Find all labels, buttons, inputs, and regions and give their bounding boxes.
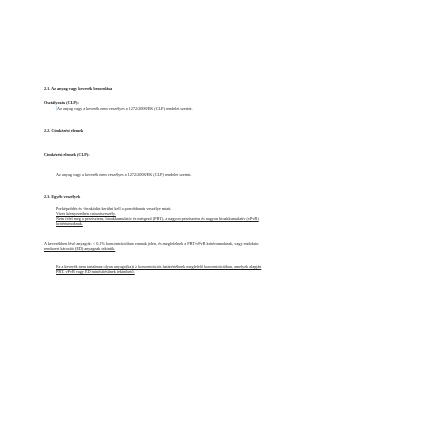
other-hazards-line-3: Nem felel meg a perzisztens, bioakkumulatív és mérgező (PBT), a nagyon perzisztens és nagyon bioakkumulatív (vPvB) (56, 216, 259, 221)
section-2-3-heading: 2.3. Egyéb veszélyek (44, 194, 81, 199)
ed-paragraph-line-1: Ez a keverék nem tartalmaz olyan anyago(ka)t ≥ koncentrációs határértéknek megfelelő koncentrációban, amelyek alapján (56, 264, 262, 269)
classification-text (56, 106, 193, 111)
pbt-paragraph-line-1: A keverékben lévő anyagok: < 0,1% koncentrációban vannak jelen, és megfelelnek a PBT/vPvB kritériumoknak, vagy endokrin (44, 241, 259, 246)
ed-paragraph-line-2: PBT, vPvB vagy ED minősítésűnek tekinthető. (56, 269, 135, 274)
other-hazards-line-2: Vizes környezetben csúszásveszély. (56, 211, 116, 216)
section-2-1-heading: 2.1. Az anyag vagy keverék besorolása (44, 86, 113, 91)
pbt-paragraph-line-2: rendszert károsító (ED) anyagnak tekintik. (44, 246, 116, 251)
classification-text-content: Az anyag vagy a keverék nem veszélyes a 1272/2008/EK (CLP) rendelet szerint. (57, 106, 193, 111)
other-hazards-line-1: Porképződés és -lerakódás kerülni kell a porrobbanás veszélye miatt. (56, 206, 172, 211)
classification-label: Osztályozás (CLP): (44, 100, 79, 105)
label-elements-label: Címkézési elemek (CLP): (44, 152, 90, 157)
section-2-2-heading: 2.2. Címkézési elemek (44, 128, 84, 133)
label-elements-text: Az anyag vagy a keverék nem veszélyes a 1272/2008/EK (CLP) rendelet szerint. (56, 172, 192, 177)
other-hazards-line-4: kritériumoknak. (56, 221, 83, 226)
